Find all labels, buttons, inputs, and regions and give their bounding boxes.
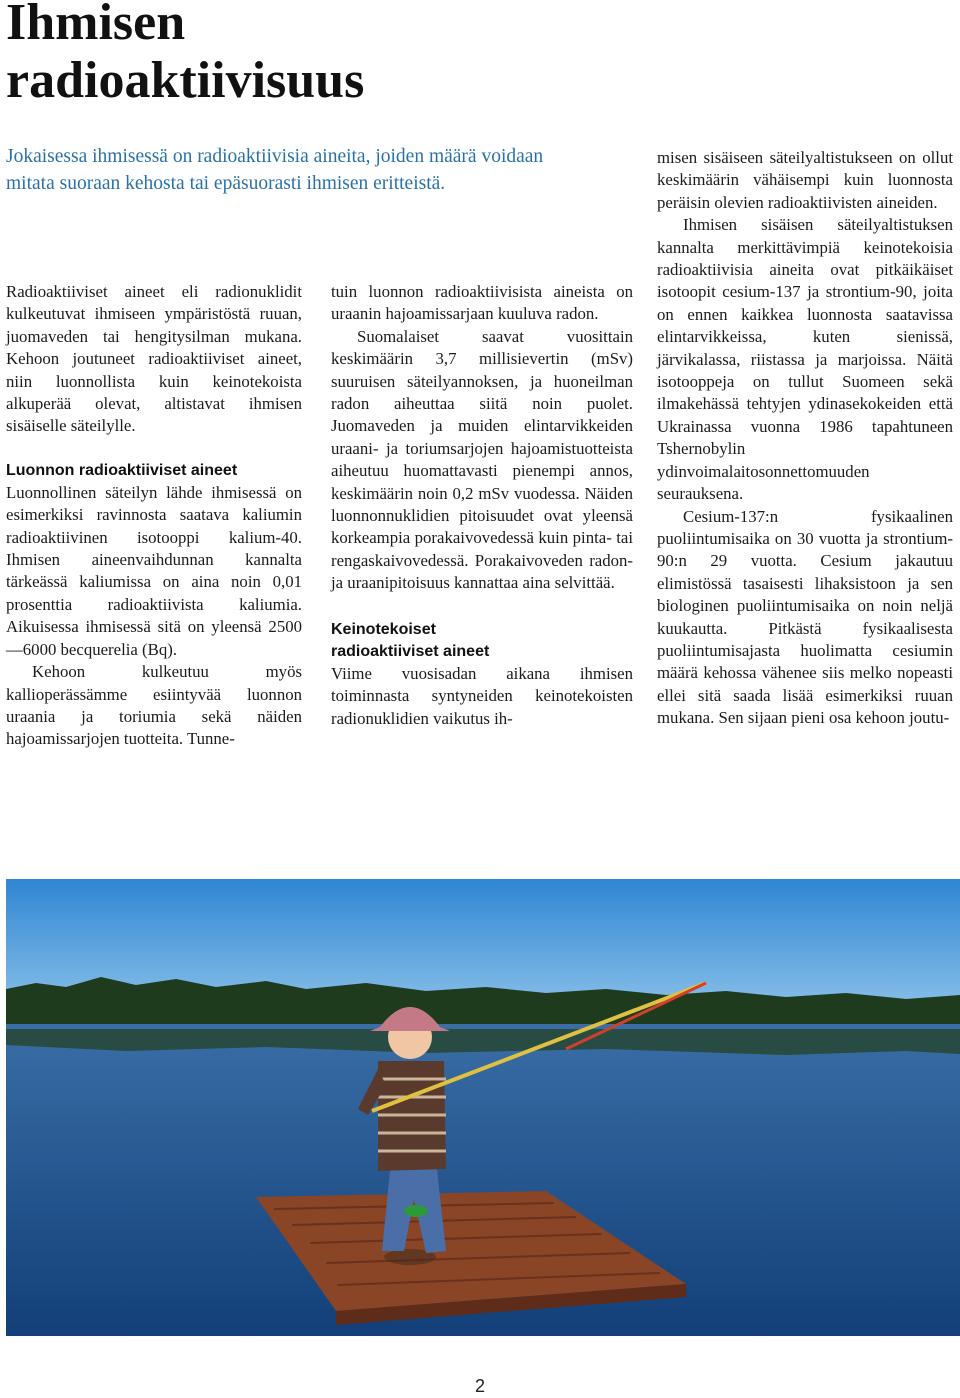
lake-fishing-photo	[6, 879, 960, 1336]
col2-heading-line-2: radioaktiiviset aineet	[331, 642, 490, 660]
col2-paragraph-3: Viime vuosisadan aikana ihmisen toiminnasta syntyneiden keinotekoisten radionuklidien vaikutus ih-	[331, 663, 633, 728]
col1-paragraph-1: Radioaktiiviset aineet eli radionuklidit kulkeutuvat ihmiseen ympäristöstä ruuan, juomaveden tai hengitysilman mukana. Kehoon joutuneet radioaktiiviset aineet, niin luonnollista kuin keinotekoista alkuperää olevat, altistavat ihmisen sisäiselle säteilylle.	[6, 282, 302, 436]
photo-illustration	[6, 879, 960, 1336]
col2-heading-line-1: Keinotekoiset	[331, 620, 436, 638]
col1-paragraph-2: Luonnollinen säteilyn lähde ihmisessä on esimerkiksi ravinnosta saatava kaliumin radioaktiivinen isotooppi kalium-40. Ihmisen aineenvaihdunnan kannalta tärkeässä kaliumissa on aina noin 0,01 prosenttia radioaktiivista kaliumia. Aikuisessa ihmisessä sitä on yleensä 2500—6000 becquerelia (Bq).	[6, 482, 302, 659]
bucket	[404, 1205, 428, 1217]
title-line-1: Ihmisen	[6, 0, 186, 51]
col2-paragraph-2: Suomalaiset saavat vuosittain keskimäärin 3,7 millisievertin (mSv) suuruisen säteilyannoksen, ja huoneilman radon aiheuttaa siitä noin puolet. Juomaveden ja muiden elintarvikkeiden uraani- ja toriumsarjojen hajoamistuotteista aiheutuu huomattavasti pienempi annos, keskimäärin noin 0,2 mSv vuodessa. Näiden luonnonnuklidien pitoisuudet ovat yleensä korkeampia porakaivovedessä kuin pinta- tai rengaskaivovedessä. Porakaivoveden radon- ja uraanipitoisuus kannattaa aina selvittää.	[331, 326, 633, 593]
col3-paragraph-1: misen sisäiseen säteilyaltistukseen on ollut keskimäärin vähäisempi kuin luonnosta peräisin olevien radioaktiivisten aineiden.	[657, 148, 953, 212]
col2-paragraph-1: tuin luonnon radioaktiivisista aineista on uraanin hajoamissarjaan kuuluva radon.	[331, 282, 633, 324]
col1-heading: Luonnon radioaktiiviset aineet	[6, 461, 238, 479]
page-title	[6, 0, 706, 110]
title-line-2: radioaktiivisuus	[6, 52, 365, 109]
col2-heading	[331, 619, 633, 663]
col3-paragraph-3: Cesium-137:n fysikaalinen puoliintumisaika on 30 vuotta ja strontium-90:n 29 vuotta. Cesium jakautuu elimistössä tasaisesti lihaksistoon ja sen biologinen puoliintumisaika on noin neljä kuukautta. Pitkästä fysikaalisesta puoliintumisajasta huolimatta cesiumin määrä kehossa vähenee siis melko nopeasti ellei sitä saada lisää esimerkiksi ruuan mukana. Sen sijaan pieni osa kehoon joutu-	[657, 506, 953, 728]
column-2	[331, 281, 633, 730]
col1-paragraph-3: Kehoon kulkeutuu myös kallioperässämme esiintyvää luonnon uraania ja toriumia sekä näiden hajoamissarjojen tuotteita. Tunne-	[6, 662, 302, 749]
lead-paragraph: Jokaisessa ihmisessä on radioaktiivisia aineita, joiden määrä voidaan mitata suoraan kehosta tai epäsuorasti ihmisen eritteistä.	[6, 146, 544, 194]
col3-paragraph-2: Ihmisen sisäisen säteilyaltistuksen kannalta merkittävimpiä keinotekoisia radioaktiivisia aineita ovat pitkäikäiset isotoopit cesium-137 ja strontium-90, joita on ennen kaikkea luonnosta saatavissa elintarvikkeissa, kuten sienissä, järvikalassa, riistassa ja marjoissa. Näitä isotooppeja on tullut Suomeen sekä ilmakehässä tehtyjen ydinasekokeiden että Ukrainassa vuonna 1986 tapahtuneen Tshernobylin ydinvoimalaitosonnettomuuden seurauksena.	[657, 215, 953, 504]
column-1	[6, 281, 302, 751]
column-3	[657, 147, 953, 730]
page-number: 2	[474, 1376, 485, 1396]
